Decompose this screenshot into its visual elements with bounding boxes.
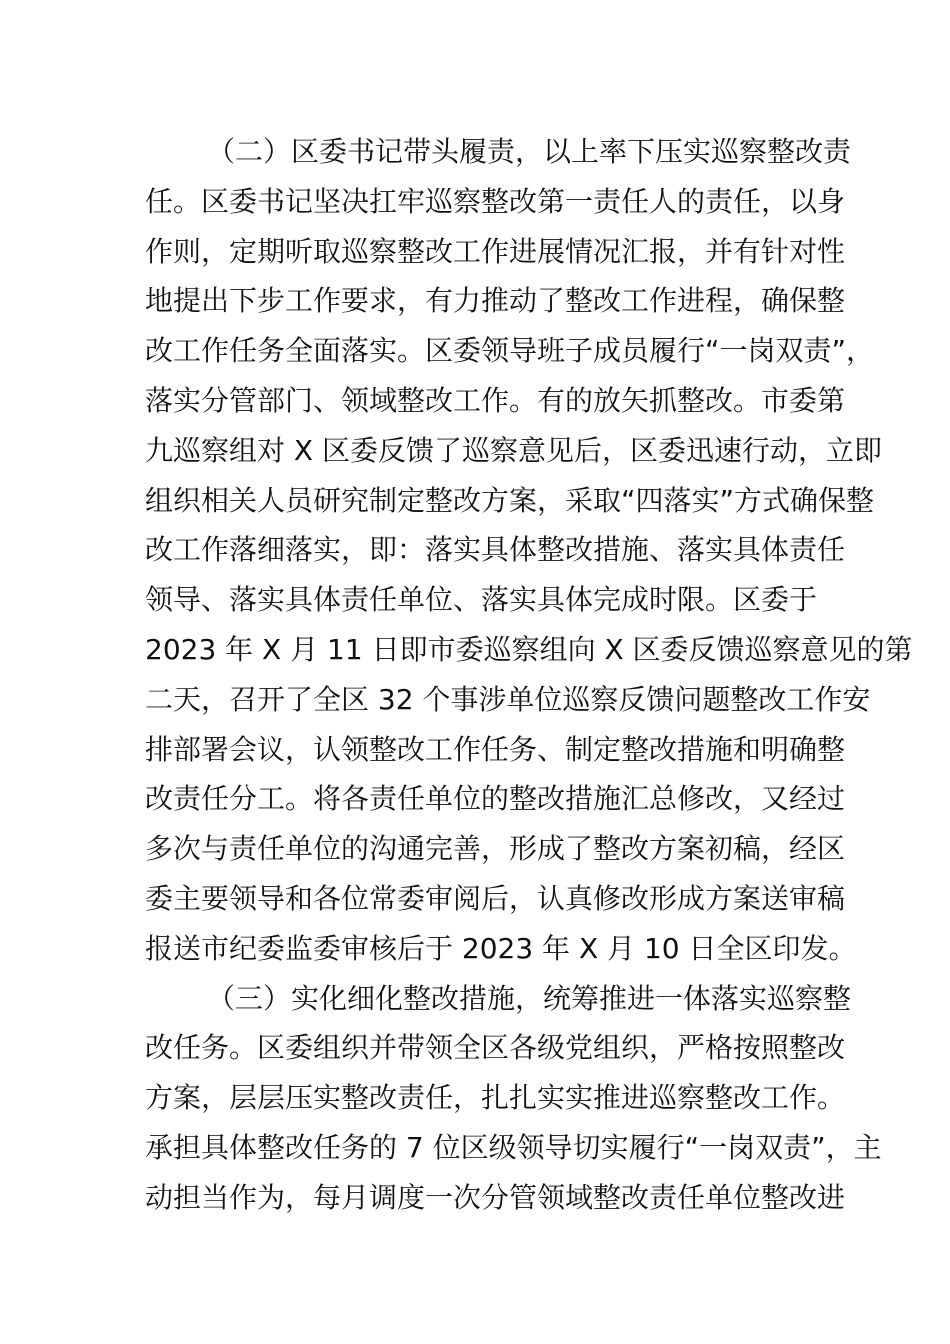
text-line: 落实分管部门、领域整改工作。有的放矢抓整改。市委第 [145, 383, 846, 417]
text-line: 作则，定期听取巡察整改工作进展情况汇报，并有针对性 [145, 234, 846, 268]
text-line: 承担具体整改任务的 7 位区级领导切实履行“一岗双责”，主 [145, 1130, 882, 1164]
text-line: 动担当作为，每月调度一次分管领域整改责任单位整改进 [145, 1180, 846, 1214]
text-line: 改工作任务全面落实。区委领导班子成员履行“一岗双责”， [145, 334, 875, 368]
text-line: （三）实化细化整改措施，统筹推进一体落实巡察整 [207, 981, 852, 1015]
text-line: 改任务。区委组织并带领全区各级党组织，严格按照整改 [145, 1031, 846, 1065]
text-line: （二）区委书记带头履责，以上率下压实巡察整改责 [207, 135, 852, 168]
text-line: 2023 年 X 月 11 日即市委巡察组向 X 区委反馈巡察意见的第 [145, 632, 913, 666]
text-line: 组织相关人员研究制定整改方案，采取“四落实”方式确保整 [145, 483, 875, 517]
text-line: 委主要领导和各位常委审阅后，认真修改形成方案送审稿 [145, 881, 846, 915]
paragraph [145, 127, 913, 974]
text-line: 领导、落实具体责任单位、落实具体完成时限。区委于 [145, 583, 818, 617]
text-line: 改责任分工。将各责任单位的整改措施汇总修改，又经过 [145, 782, 846, 816]
text-line: 改工作落细落实，即：落实具体整改措施、落实具体责任 [145, 533, 846, 567]
text-line: 报送市纪委监委审核后于 2023 年 X 月 10 日全区印发。 [145, 931, 857, 965]
text-line: 二天，召开了全区 32 个事涉单位巡察反馈问题整改工作安 [145, 682, 871, 716]
text-line: 排部署会议，认领整改工作任务、制定整改措施和明确整 [145, 732, 846, 766]
text-line: 方案，层层压实整改责任，扎扎实实推进巡察整改工作。 [145, 1081, 846, 1115]
text-line: 地提出下步工作要求，有力推动了整改工作进程，确保整 [145, 284, 846, 318]
text-line: 九巡察组对 X 区委反馈了巡察意见后，区委迅速行动，立即 [145, 433, 882, 467]
text-line: 任。区委书记坚决扛牢巡察整改第一责任人的责任，以身 [145, 184, 846, 218]
document-page [145, 127, 913, 1223]
text-line: 多次与责任单位的沟通完善，形成了整改方案初稿，经区 [145, 832, 846, 866]
paragraph [145, 974, 882, 1223]
